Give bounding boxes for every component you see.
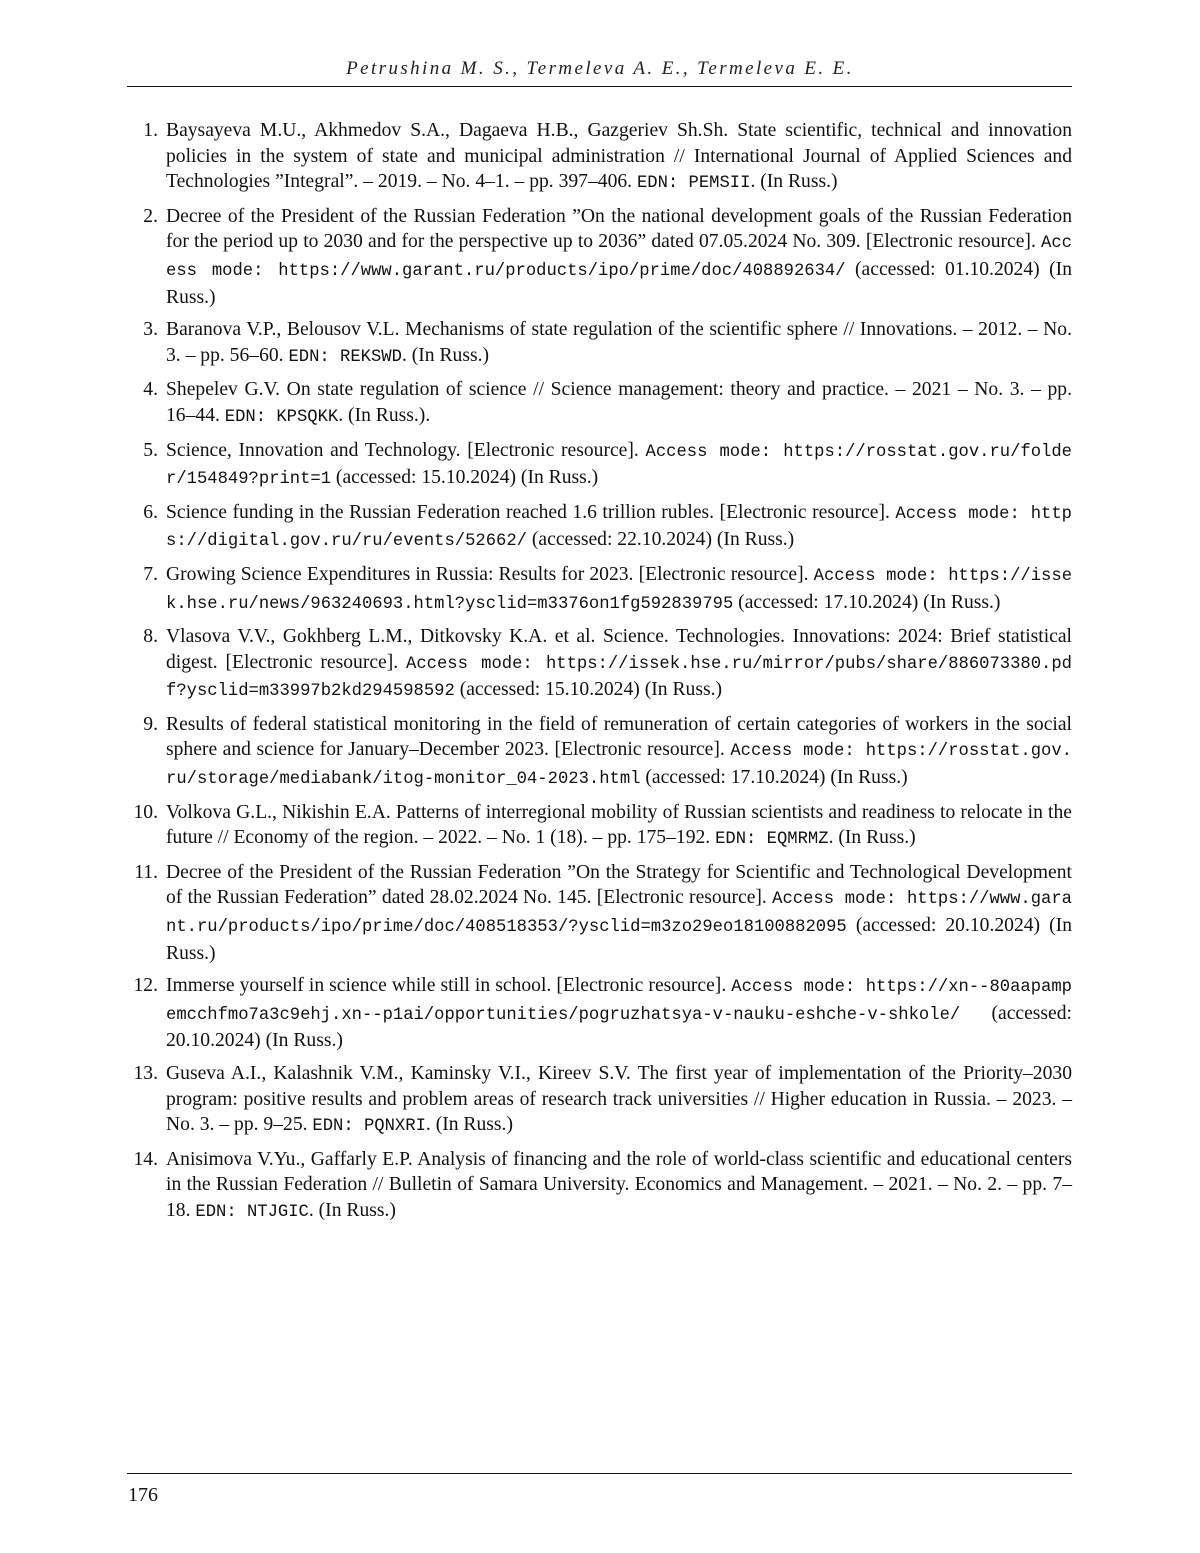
edn-code: EDN: PEMSII	[636, 174, 751, 194]
reference-number: 3.	[143, 319, 158, 341]
reference-number: 14.	[133, 1148, 158, 1170]
reference-text: Science, Innovation and Technology. [Electronic resource]. Access mode: https://rosstat.gov.ru/folder/154849?print=1 (accessed: 15.10.2024) (In Russ.)	[166, 439, 1072, 490]
reference-item	[128, 118, 1072, 197]
reference-item	[128, 500, 1072, 555]
reference-number: 1.	[143, 120, 158, 141]
reference-number: 7.	[143, 563, 158, 585]
access-mode-label: Access mode:	[895, 504, 1031, 524]
reference-link[interactable]: https://issek.hse.ru/news/963240693.html?ysclid=m3376on1fg592839795	[166, 566, 1073, 614]
reference-number: 2.	[143, 205, 158, 227]
reference-text: Immerse yourself in science while still in school. [Electronic resource]. Access mode: https://xn--80aapampemcchfmo7a3c9ehj.xn--p1ai/opportunities/pogruzhatsya-v-nauku-eshche-v-shkole/ (accessed: 20.10.2024) (In Russ.)	[166, 975, 1072, 1052]
edn-code: EDN: EQMRMZ	[715, 830, 829, 850]
reference-number: 5.	[143, 439, 158, 461]
reference-item	[128, 1147, 1072, 1226]
access-mode-label: Access mode:	[731, 978, 866, 998]
reference-item	[128, 204, 1072, 310]
reference-number: 8.	[143, 626, 158, 648]
access-mode-label: Access mode:	[166, 234, 1072, 281]
reference-text: Shepelev G.V. On state regulation of science // Science management: theory and practice. – 2021 – No. 3. – pp. 16–44. EDN: KPSQKK. (In Russ.).	[166, 379, 1072, 427]
reference-number: 4.	[143, 379, 158, 401]
reference-number: 9.	[143, 713, 158, 735]
reference-text: Decree of the President of the Russian Federation ”On the national development goals of the Russian Federation for the period up to 2030 and for the perspective up to 2036” dated 07.05.2024 No. 309. [Electronic resource]. Access mode: https://www.garant.ru/products/ipo/prime/doc/408892634/ (accessed: 01.10.2024) (In Russ.)	[166, 205, 1072, 308]
reference-text: Volkova G.L., Nikishin E.A. Patterns of interregional mobility of Russian scientists and readiness to relocate in the future // Economy of the region. – 2022. – No. 1 (18). – pp. 175–192. EDN: EQMRMZ. (In Russ.)	[166, 801, 1072, 850]
reference-text: Decree of the President of the Russian Federation ”On the Strategy for Scientific and Technological Development of the Russian Federation” dated 28.02.2024 No. 145. [Electronic resource]. Access mode: https://www.garant.ru/products/ipo/prime/doc/408518353/?ysclid=m3zo29eo18100882095 (accessed: 20.10.2024) (In Russ.)	[166, 861, 1072, 964]
reference-item	[128, 800, 1072, 853]
edn-code: EDN: PQNXRI	[312, 1117, 426, 1137]
edn-code: EDN: NTJGIC	[195, 1202, 309, 1222]
reference-text: Anisimova V.Yu., Gaffarly E.P. Analysis of financing and the role of world-class scientific and educational centers in the Russian Federation // Bulletin of Samara University. Economics and Management. – 2021. – No. 2. – pp. 7–18. EDN: NTJGIC. (In Russ.)	[166, 1148, 1072, 1222]
reference-link[interactable]: https://rosstat.gov.ru/folder/154849?print=1	[166, 442, 1072, 490]
reference-text: Baranova V.P., Belousov V.L. Mechanisms of state regulation of the scientific sphere // Innovations. – 2012. – No. 3. – pp. 56–60. EDN: REKSWD. (In Russ.)	[166, 319, 1072, 367]
reference-item	[128, 317, 1072, 370]
reference-list	[128, 118, 1072, 1233]
reference-item	[128, 1061, 1072, 1140]
reference-item	[128, 860, 1072, 966]
reference-item	[128, 377, 1072, 430]
reference-item	[128, 562, 1072, 617]
reference-item	[128, 438, 1072, 493]
reference-link[interactable]: https://xn--80aapampemcchfmo7a3c9ehj.xn--p1ai/opportunities/pogruzhatsya-v-nauku-eshche-v-shkole/	[166, 978, 1072, 1025]
header-rule	[127, 86, 1072, 87]
reference-text: Results of federal statistical monitoring in the field of remuneration of certain categories of workers in the social sphere and science for January–December 2023. [Electronic resource]. Access mode: https://rosstat.gov.ru/storage/mediabank/itog-monitor_04-2023.html (accessed: 17.10.2024) (In Russ.)	[166, 713, 1072, 790]
access-mode-label: Access mode:	[813, 566, 949, 586]
access-mode-label: Access mode:	[730, 742, 866, 762]
footer-rule	[127, 1473, 1072, 1474]
reference-item	[128, 973, 1072, 1054]
reference-number: 6.	[143, 501, 158, 523]
reference-text: Guseva A.I., Kalashnik V.M., Kaminsky V.I., Kireev S.V. The first year of implementation of the Priority–2030 program: positive results and problem areas of research track universities // Higher education in Russia. – 2023. – No. 3. – pp. 9–25. EDN: PQNXRI. (In Russ.)	[166, 1063, 1072, 1137]
access-mode-label: Access mode:	[406, 654, 546, 674]
reference-text: Baysayeva M.U., Akhmedov S.A., Dagaeva H.B., Gazgeriev Sh.Sh. State scientific, technical and innovation policies in the system of state and municipal administration // International Journal of Applied Sciences and Technologies ”Integral”. – 2019. – No. 4–1. – pp. 397–406. EDN: PEMSII. (In Russ.)	[166, 120, 1072, 194]
reference-text: Growing Science Expenditures in Russia: Results for 2023. [Electronic resource]. Access mode: https://issek.hse.ru/news/963240693.html?ysclid=m3376on1fg592839795 (accessed: 17.10.2024) (In Russ.)	[166, 563, 1073, 614]
reference-item	[128, 712, 1072, 793]
reference-link[interactable]: https://digital.gov.ru/ru/events/52662/	[166, 504, 1072, 552]
reference-link[interactable]: https://rosstat.gov.ru/storage/mediabank/itog-monitor_04-2023.html	[166, 742, 1072, 790]
reference-link[interactable]: https://issek.hse.ru/mirror/pubs/share/886073380.pdf?ysclid=m33997b2kd294598592	[166, 654, 1072, 702]
reference-link[interactable]: https://www.garant.ru/products/ipo/prime/doc/408518353/?ysclid=m3zo29eo18100882095	[166, 890, 1072, 938]
page-number: 176	[128, 1484, 158, 1506]
edn-code: EDN: KPSQKK	[224, 407, 339, 427]
reference-item	[128, 624, 1072, 705]
reference-number: 12.	[133, 975, 158, 997]
access-mode-label: Access mode:	[645, 442, 784, 462]
reference-number: 13.	[133, 1063, 158, 1084]
edn-code: EDN: REKSWD	[288, 347, 402, 367]
reference-link[interactable]: https://www.garant.ru/products/ipo/prime/doc/408892634/	[278, 261, 846, 281]
running-head: Petrushina M. S., Termeleva A. E., Termeleva E. E.	[346, 58, 854, 79]
reference-text: Vlasova V.V., Gokhberg L.M., Ditkovsky K.A. et al. Science. Technologies. Innovations: 2024: Brief statistical digest. [Electronic resource]. Access mode: https://issek.hse.ru/mirror/pubs/share/886073380.pdf?ysclid=m33997b2kd294598592 (accessed: 15.10.2024) (In Russ.)	[166, 626, 1072, 702]
reference-text: Science funding in the Russian Federation reached 1.6 trillion rubles. [Electronic resource]. Access mode: https://digital.gov.ru/ru/events/52662/ (accessed: 22.10.2024) (In Russ.)	[166, 501, 1072, 552]
access-mode-label: Access mode:	[772, 890, 907, 910]
reference-number: 11.	[134, 861, 158, 883]
reference-number: 10.	[133, 801, 158, 823]
